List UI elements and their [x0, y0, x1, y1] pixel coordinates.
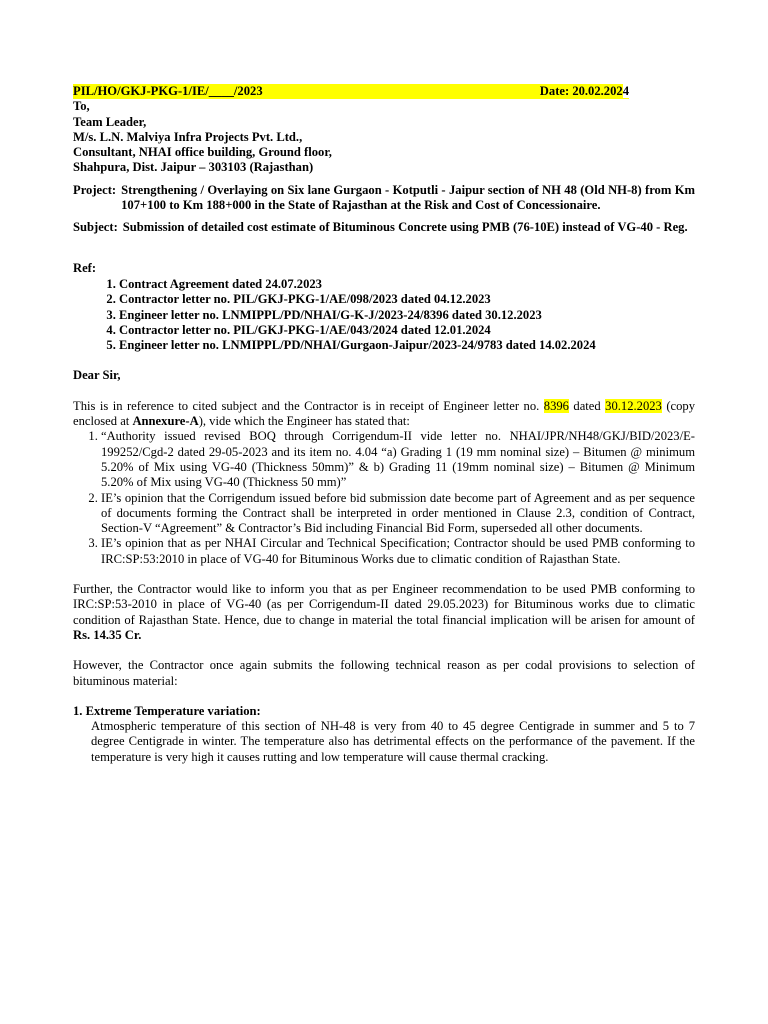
letter-page [73, 84, 695, 765]
reference-item: 2. Contractor letter no. PIL/GKJ-PKG-1/AE/098/2023 dated 04.12.2023 [119, 292, 695, 307]
reference-item: 3. Engineer letter no. LNMIPPL/PD/NHAI/G-K-J/2023-24/8396 dated 30.12.2023 [119, 308, 695, 323]
address-line: Team Leader, [73, 114, 147, 129]
annexure-ref: Annexure-A [132, 414, 199, 429]
engineer-points [73, 429, 695, 567]
reference-line [73, 84, 629, 99]
subject-label: Subject: [73, 220, 118, 235]
recipient-address [73, 99, 695, 175]
letter-number-highlight: 8396 [543, 398, 569, 413]
section-temperature [73, 704, 695, 765]
amount: Rs. 14.35 Cr. [73, 627, 142, 642]
point-item: 1. “Authority issued revised BOQ through Corrigendum-II vide letter no. NHAI/JPR/NH48/GKJ/BID/2023/E-199252/Cgd-2 dated 29-05-2023 and its item no. 4.04 “a) Grading 1 (19 mm nominal size) – Bitumen @ minimum 5.20% of Mix using VG-40 (Thickness 50mm)” & b) Grading 11 (19mm nominal size) – Bitumen @ Minimum 5.20% of Mix using VG-40 (Thickness 50 mm)” [101, 429, 695, 490]
references [73, 261, 695, 354]
address-line: Shahpura, Dist. Jaipur – 303103 (Rajasthan) [73, 160, 314, 175]
reference-item: 1. Contract Agreement dated 24.07.2023 [119, 277, 695, 292]
address-line: Consultant, NHAI office building, Ground floor, [73, 145, 332, 160]
section-title: 1. Extreme Temperature variation: [73, 703, 261, 718]
project-text: Strengthening / Overlaying on Six lane Gurgaon - Kotputli - Jaipur section of NH 48 (Old NH-8) from Km 107+100 to Km 188+000 in the State of Rajasthan at the Risk and Cost of Concessionaire. [121, 182, 695, 213]
reference-number: PIL/HO/GKJ-PKG-1/IE/____/2023 [73, 84, 263, 98]
letter-date-highlight: 30.12.2023 [605, 398, 662, 413]
point-item: 2. IE’s opinion that the Corrigendum issued before bid submission date become part of Agreement and as per sequence of documents forming the Contract shall be interpreted in order mentioned in Clause 2.3, condition of Contract, Section-V “Agreement” & Contractor’s Bid including Financial Bid Form, superseded all other documents. [101, 491, 695, 537]
section-body: Atmospheric temperature of this section of NH-48 is very from 40 to 45 degree Centigrade in summer and 5 to 7 degree Centigrade in winter. The temperature also has detrimental effects on the performance of the pavement. If the temperature is very high it causes rutting and low temperature will cause thermal cracking. [91, 719, 695, 764]
subject-line [73, 220, 695, 235]
reference-item: 4. Contractor letter no. PIL/GKJ-PKG-1/AE/043/2024 dated 12.01.2024 [119, 323, 695, 338]
salutation: Dear Sir, [73, 368, 121, 383]
technical-reason-paragraph: However, the Contractor once again submits the following technical reason as per codal provisions to selection of bituminous material: [73, 658, 695, 688]
references-label: Ref: [73, 260, 97, 275]
project-line [73, 183, 695, 214]
project-label: Project: [73, 182, 117, 197]
reference-item: 5. Engineer letter no. LNMIPPL/PD/NHAI/Gurgaon-Jaipur/2023-24/9783 dated 14.02.2024 [119, 338, 695, 353]
financial-paragraph: Further, the Contractor would like to inform you that as per Engineer recommendation to be used PMB conforming to IRC:SP:53-2010 in place of VG-40 (as per Corrigendum-II dated 29.05.2023) for Bituminous works due to climatic condition of Rajasthan State. Hence, due to change in material the total financial implication will be arisen for amount of Rs. 14.35 Cr. [73, 582, 695, 642]
subject-text: Submission of detailed cost estimate of Bituminous Concrete using PMB (76-10E) instead of VG-40 - Reg. [122, 220, 688, 235]
letter-date: Date: 20.02.2024 [539, 84, 629, 98]
address-line: To, [73, 99, 90, 114]
address-line: M/s. L.N. Malviya Infra Projects Pvt. Ltd., [73, 129, 303, 144]
point-item: 3. IE’s opinion that as per NHAI Circular and Technical Specification; Contractor should be used PMB conforming to IRC:SP:53:2010 in place of VG-40 for Bituminous Works due to climatic condition of Rajasthan State. [101, 536, 695, 567]
intro-paragraph: This is in reference to cited subject and the Contractor is in receipt of Engineer letter no. 8396 dated 30.12.2023 (copy enclosed at Annexure-A), vide which the Engineer has stated that: [73, 398, 695, 429]
